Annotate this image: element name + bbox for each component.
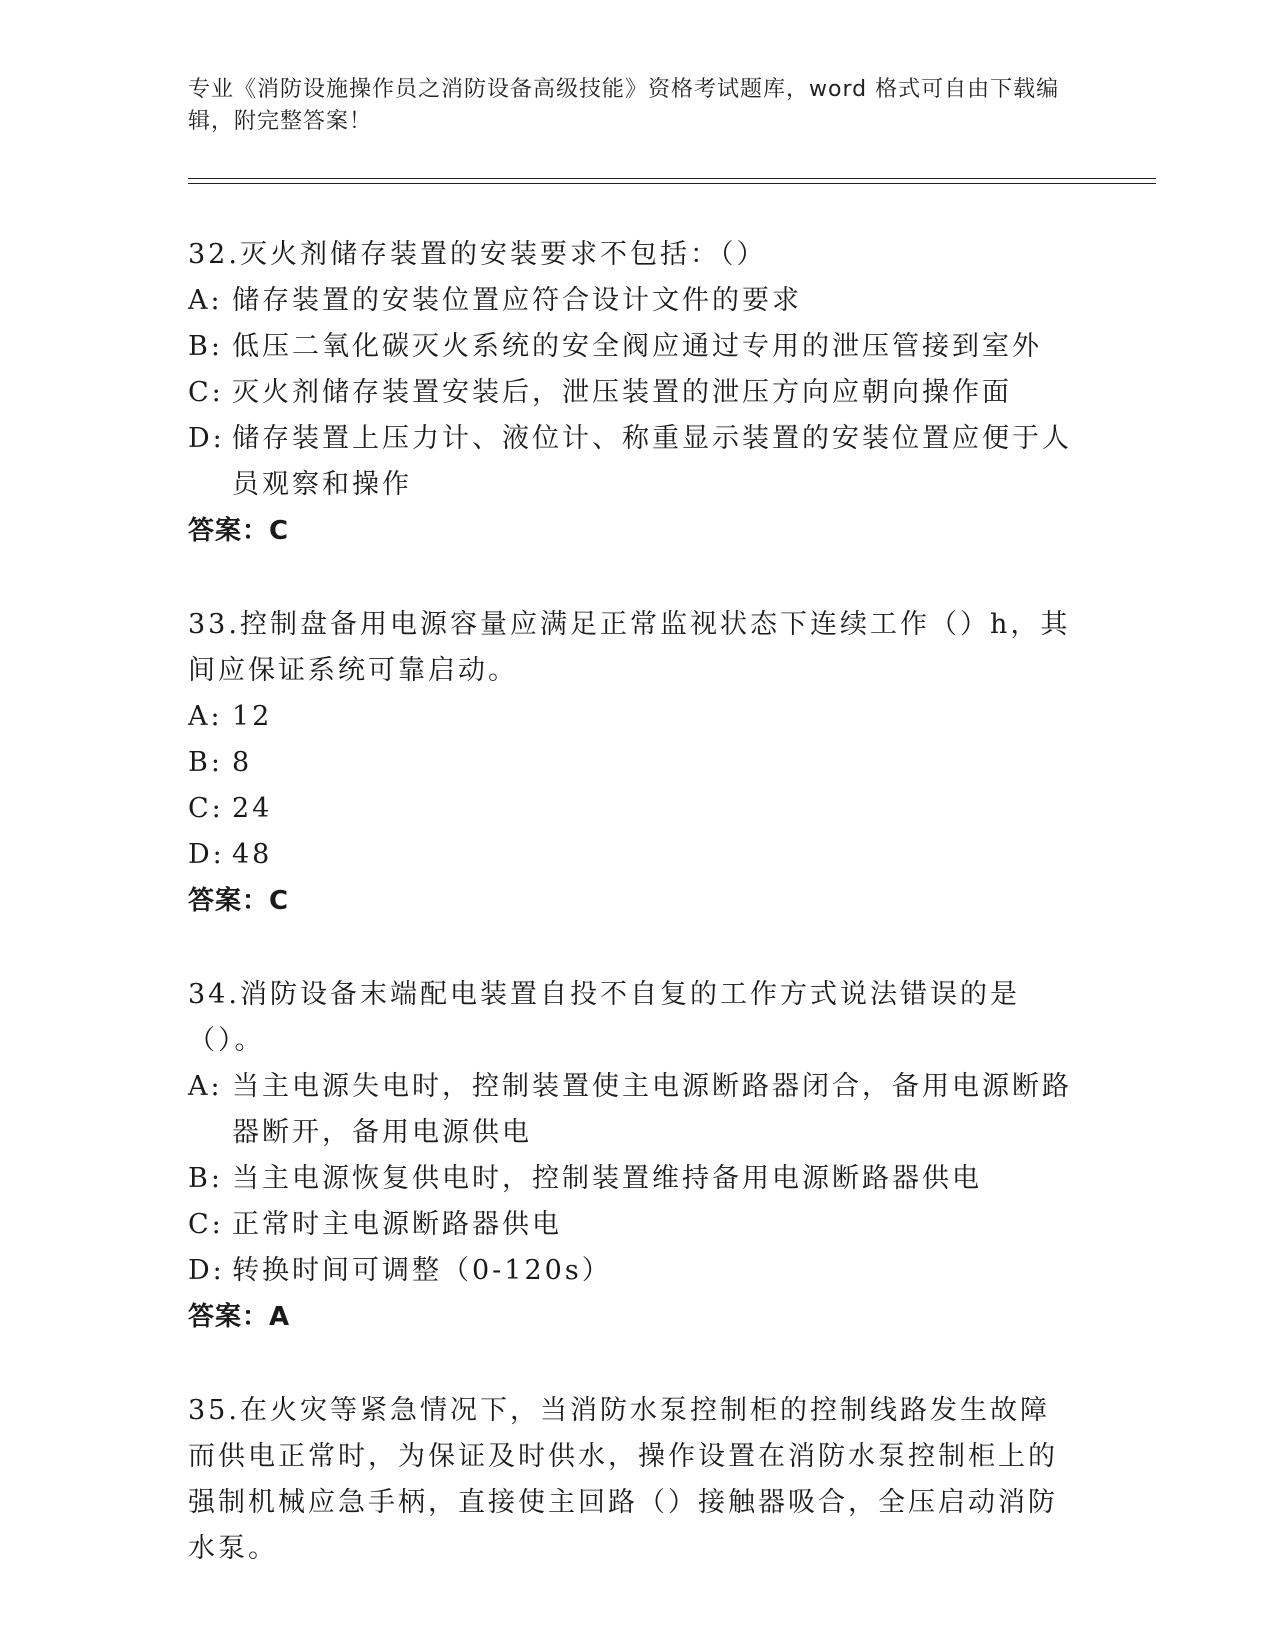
question-34	[188, 972, 1078, 1340]
option-text: 48	[232, 839, 273, 870]
option-key: C:	[188, 1209, 224, 1240]
option-text: 当主电源恢复供电时，控制装置维持备用电源断路器供电	[232, 1163, 982, 1194]
option-a	[188, 278, 1078, 324]
option-c	[188, 1202, 1078, 1248]
option-key: D:	[188, 839, 225, 870]
question-32	[188, 232, 1078, 554]
option-key: B:	[188, 331, 223, 362]
option-key: D:	[188, 423, 225, 454]
option-text: 8	[232, 747, 253, 778]
option-b	[188, 1156, 1078, 1202]
option-d	[188, 416, 1078, 508]
option-text: 低压二氧化碳灭火系统的安全阀应通过专用的泄压管接到室外	[232, 331, 1042, 362]
option-text: 转换时间可调整（0-120s）	[232, 1255, 612, 1286]
option-key: D:	[188, 1255, 225, 1286]
question-35	[188, 1388, 1078, 1572]
question-stem: 32.灭火剂储存装置的安装要求不包括：（）	[188, 239, 767, 270]
option-text: 储存装置上压力计、液位计、称重显示装置的安装位置应便于人员观察和操作	[232, 423, 1072, 500]
option-text: 灭火剂储存装置安装后，泄压装置的泄压方向应朝向操作面	[232, 377, 1012, 408]
question-stem: 33.控制盘备用电源容量应满足正常监视状态下连续工作（）h，其间应保证系统可靠启动。	[188, 609, 1071, 686]
option-b	[188, 740, 1078, 786]
answer-label: 答案：A	[188, 1302, 291, 1332]
option-c	[188, 786, 1078, 832]
option-key: B:	[188, 747, 223, 778]
option-d	[188, 1248, 1078, 1294]
option-text: 当主电源失电时，控制装置使主电源断路器闭合，备用电源断路器断开，备用电源供电	[232, 1071, 1072, 1148]
question-33	[188, 602, 1078, 924]
question-stem: 35.在火灾等紧急情况下，当消防水泵控制柜的控制线路发生故障而供电正常时，为保证及时供水，操作设置在消防水泵控制柜上的强制机械应急手柄，直接使主回路（）接触器吸合，全压启动消防水泵。	[188, 1395, 1058, 1564]
document-header-note: 专业《消防设施操作员之消防设备高级技能》资格考试题库，word 格式可自由下载编辑，附完整答案！	[188, 77, 1060, 134]
header-divider-top	[188, 178, 1156, 179]
option-a	[188, 694, 1078, 740]
header-divider-bottom	[188, 183, 1156, 184]
option-text: 24	[232, 793, 273, 824]
option-text: 12	[232, 701, 273, 732]
option-b	[188, 324, 1078, 370]
option-key: C:	[188, 377, 224, 408]
answer-label: 答案：C	[188, 886, 290, 916]
question-list	[188, 232, 1078, 1620]
answer-label: 答案：C	[188, 516, 290, 546]
option-key: B:	[188, 1163, 223, 1194]
option-key: A:	[188, 1071, 223, 1102]
option-key: A:	[188, 285, 223, 316]
option-a	[188, 1064, 1078, 1156]
question-stem: 34.消防设备末端配电装置自投不自复的工作方式说法错误的是（）。	[188, 979, 1020, 1056]
option-d	[188, 832, 1078, 878]
option-key: C:	[188, 793, 224, 824]
option-key: A:	[188, 701, 223, 732]
option-text: 储存装置的安装位置应符合设计文件的要求	[232, 285, 802, 316]
option-text: 正常时主电源断路器供电	[232, 1209, 562, 1240]
option-c	[188, 370, 1078, 416]
